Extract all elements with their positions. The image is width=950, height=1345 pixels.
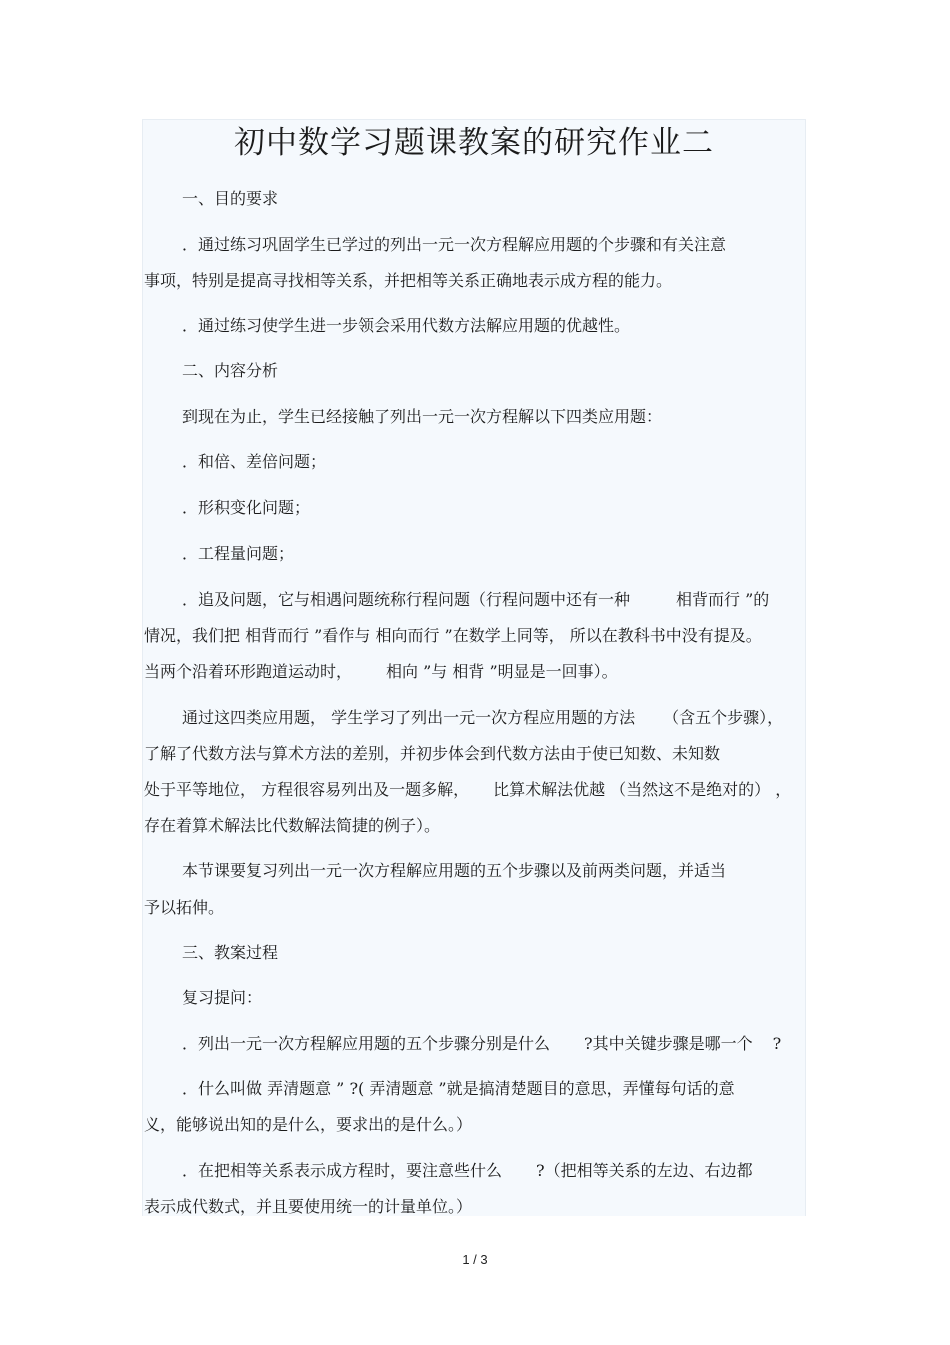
list-item: ．工程量问题；	[182, 544, 295, 563]
text-fragment: ?其中关键步骤是哪一个	[584, 1034, 753, 1053]
paragraph-line: 表示成代数式，并且要使用统一的计量单位。）	[144, 1197, 473, 1216]
list-item	[182, 589, 769, 611]
list-item: ．什么叫做 弄清题意 ” ?( 弄清题意 ”就是搞清楚题目的意思，弄懂每句话的意	[182, 1079, 735, 1098]
paragraph-line: 予以拓伸。	[144, 898, 225, 917]
text-fragment: ．在把相等关系表示成方程时，要注意些什么	[182, 1161, 503, 1180]
text-fragment: ．列出一元一次方程解应用题的五个步骤分别是什么	[182, 1034, 551, 1053]
paragraph-line: 了解了代数方法与算术方法的差别，并初步体会到代数方法由于使已知数、未知数	[144, 744, 721, 763]
page-number: 1 / 3	[462, 1252, 488, 1267]
section-1-heading: 一、目的要求	[182, 189, 279, 208]
document-title: 初中数学习题课教案的研究作业二	[234, 125, 714, 161]
paragraph-line	[182, 707, 783, 729]
list-item	[182, 1160, 753, 1182]
paragraph-line: 复习提问：	[182, 988, 263, 1007]
section-3-heading: 三、教案过程	[182, 943, 279, 962]
paragraph-line: 存在着算术解法比代数解法简捷的例子）。	[144, 816, 441, 835]
text-fragment: 比算术解法优越 （当然这不是绝对的） ，	[493, 780, 792, 799]
paragraph-line	[144, 661, 618, 683]
paragraph-line	[144, 779, 791, 801]
text-fragment: 相背而行 ”的	[676, 590, 770, 609]
paragraph-line: ．通过练习使学生进一步领会采用代数方法解应用题的优越性。	[182, 316, 631, 335]
section-2-heading: 二、内容分析	[182, 361, 279, 380]
paragraph-line: 本节课要复习列出一元一次方程解应用题的五个步骤以及前两类问题，并适当	[182, 861, 727, 880]
text-fragment: 处于平等地位， 方程很容易列出及一题多解，	[144, 780, 470, 799]
text-fragment: ?（把相等关系的左边、右边都	[536, 1161, 753, 1180]
list-item: ．和倍、差倍问题；	[182, 452, 327, 471]
list-item	[182, 1033, 781, 1055]
text-fragment: ．追及问题，它与相遇问题统称行程问题（行程问题中还有一种	[182, 590, 631, 609]
text-fragment: 相向 ”与 相背 ”明显是一回事）。	[386, 662, 618, 681]
text-fragment: （含五个步骤），	[663, 708, 784, 727]
paragraph-line: 事项，特别是提高寻找相等关系，并把相等关系正确地表示成方程的能力。	[144, 271, 673, 290]
text-fragment: ?	[772, 1034, 782, 1053]
paragraph-line: 到现在为止，学生已经接触了列出一元一次方程解以下四类应用题：	[182, 407, 663, 426]
list-item: ．形积变化问题；	[182, 498, 311, 517]
paragraph-line: 义，能够说出知的是什么，要求出的是什么。）	[144, 1115, 473, 1134]
text-fragment: 通过这四类应用题， 学生学习了列出一元一次方程应用题的方法	[182, 708, 636, 727]
paragraph-line: ．通过练习巩固学生已学过的列出一元一次方程解应用题的个步骤和有关注意	[182, 235, 727, 254]
paragraph-line: 情况，我们把 相背而行 ”看作与 相向而行 ”在数学上同等， 所以在教科书中没有提及。	[144, 626, 762, 645]
text-fragment: 当两个沿着环形跑道运动时，	[144, 662, 353, 681]
